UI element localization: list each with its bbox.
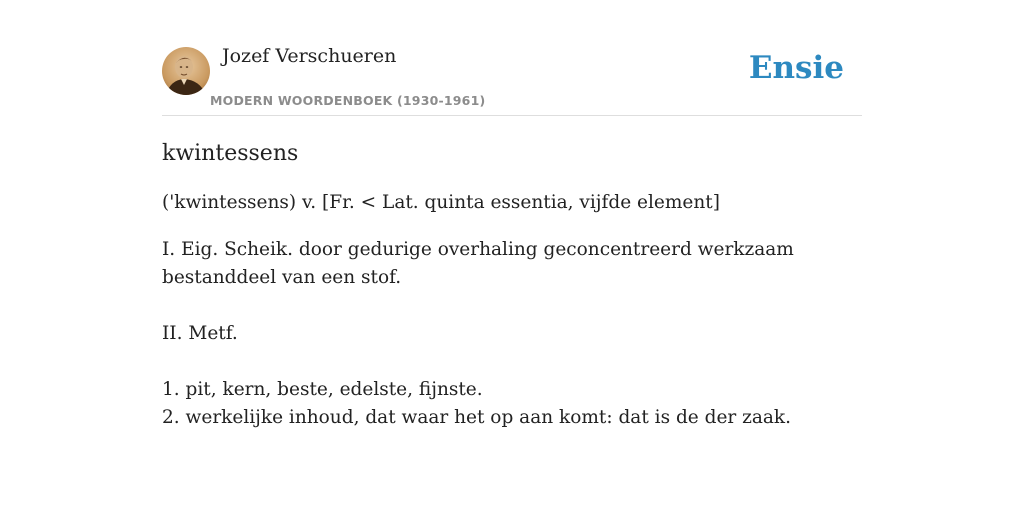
- author-portrait-icon: [162, 47, 210, 95]
- brand-logo[interactable]: Ensie: [748, 50, 844, 86]
- author-name[interactable]: Jozef Verschueren: [222, 45, 397, 67]
- author-avatar[interactable]: [162, 47, 210, 95]
- entry-etymology: ('kwintessens) v. [Fr. < Lat. quinta essentia, vijfde element]: [162, 192, 720, 213]
- entry-definition: I. Eig. Scheik. door gedurige overhaling geconcentreerd werkzaam bestanddeel van een stof. II. Metf. 1. pit, kern, beste, edelste, fijnste. 2. werkelijke inhoud, dat waar het op aan komt: dat is de der zaak.: [162, 239, 794, 428]
- source-label[interactable]: MODERN WOORDENBOEK (1930-1961): [210, 93, 486, 108]
- entry-title: kwintessens: [162, 141, 299, 166]
- entry-content: [162, 138, 862, 432]
- entry-header: [162, 40, 862, 116]
